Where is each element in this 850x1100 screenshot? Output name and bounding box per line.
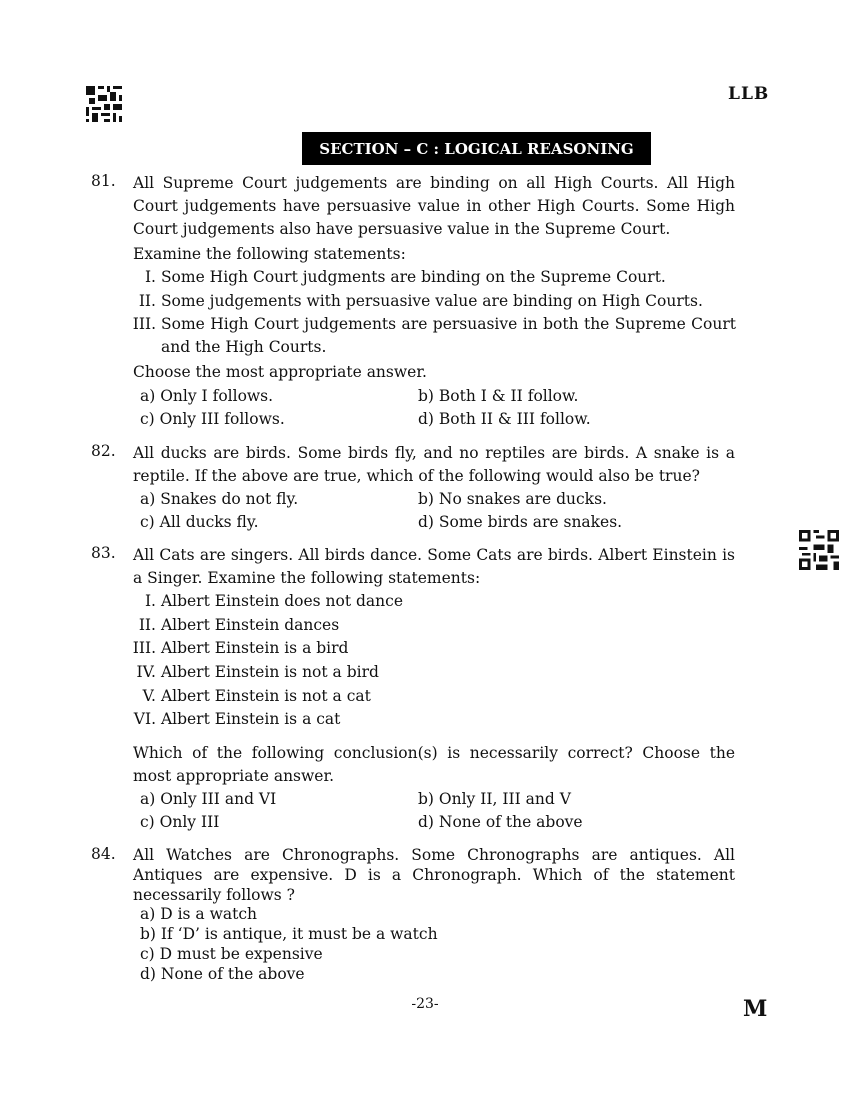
option-a[interactable]: a) Only I follows. [140,387,274,405]
option-b[interactable]: b) Both I & II follow. [418,387,579,405]
option-c[interactable]: c) Only III follows. [140,410,285,428]
question-83-statement: V. Albert Einstein is not a cat [142,687,371,705]
question-81-statement: I. Some High Court judgments are binding on the Supreme Court. [144,268,666,286]
option-a[interactable]: a) Snakes do not fly. [140,490,299,508]
option-c[interactable]: c) All ducks fly. [140,513,259,531]
question-81-choose: Choose the most appropriate answer. [133,363,427,381]
barcode-icon [86,86,122,122]
option-a[interactable]: a) Only III and VI [140,790,277,808]
option-c[interactable]: c) D must be expensive [140,945,323,963]
option-a[interactable]: a) D is a watch [140,905,257,923]
option-d[interactable]: d) Both II & III follow. [418,410,591,428]
question-81-statement: III. Some High Court judgements are persuasive in both the Supreme Court and the High Courts. [132,315,736,356]
option-c[interactable]: c) Only III [140,813,220,831]
question-83-statement: II. Albert Einstein dances [138,616,340,634]
question-83-statement: IV. Albert Einstein is not a bird [136,663,379,681]
page-number: -23- [411,996,439,1012]
option-d[interactable]: d) None of the above [418,813,583,831]
option-b[interactable]: b) No snakes are ducks. [418,490,607,508]
question-81-statement: II. Some judgements with persuasive value are binding on High Courts. [138,292,703,310]
question-83-statement: I. Albert Einstein does not dance [144,592,404,610]
question-81-prompt: Examine the following statements: [133,245,406,263]
question-83-choose: Which of the following conclusion(s) is necessarily correct? Choose the most appropriate answer. [133,744,735,785]
question-83-statement: VI. Albert Einstein is a cat [133,710,341,728]
option-b[interactable]: b) If ‘D’ is antique, it must be a watch [140,925,438,943]
option-d[interactable]: d) Some birds are snakes. [418,513,623,531]
section-title: SECTION – C : LOGICAL REASONING [302,132,651,165]
exam-code: LLB [728,84,770,104]
question-84-number: 84. [91,845,116,863]
question-83-number: 83. [91,544,116,562]
question-83-text: All Cats are singers. All birds dance. Some Cats are birds. Albert Einstein is a Singer. Examine the following statements: [133,546,735,587]
question-84-text: All Watches are Chronographs. Some Chronographs are antiques. All Antiques are expensive. D is a Chronograph. Which of the statement necessarily follows ? [133,846,735,904]
question-82-text: All ducks are birds. Some birds fly, and no reptiles are birds. A snake is a reptile. If the above are true, which of the following would also be true? [133,444,735,485]
set-code: M [743,996,768,1022]
qr-code-icon [799,530,839,570]
question-83-statement: III. Albert Einstein is a bird [132,639,349,657]
option-d[interactable]: d) None of the above [140,965,305,983]
question-81-number: 81. [91,172,116,190]
question-82-number: 82. [91,442,116,460]
question-81-text: All Supreme Court judgements are binding on all High Courts. All High Court judgements have persuasive value in other High Courts. Some High Court judgements also have persuasive value in the Supreme Court. [133,174,735,238]
option-b[interactable]: b) Only II, III and V [418,790,571,808]
